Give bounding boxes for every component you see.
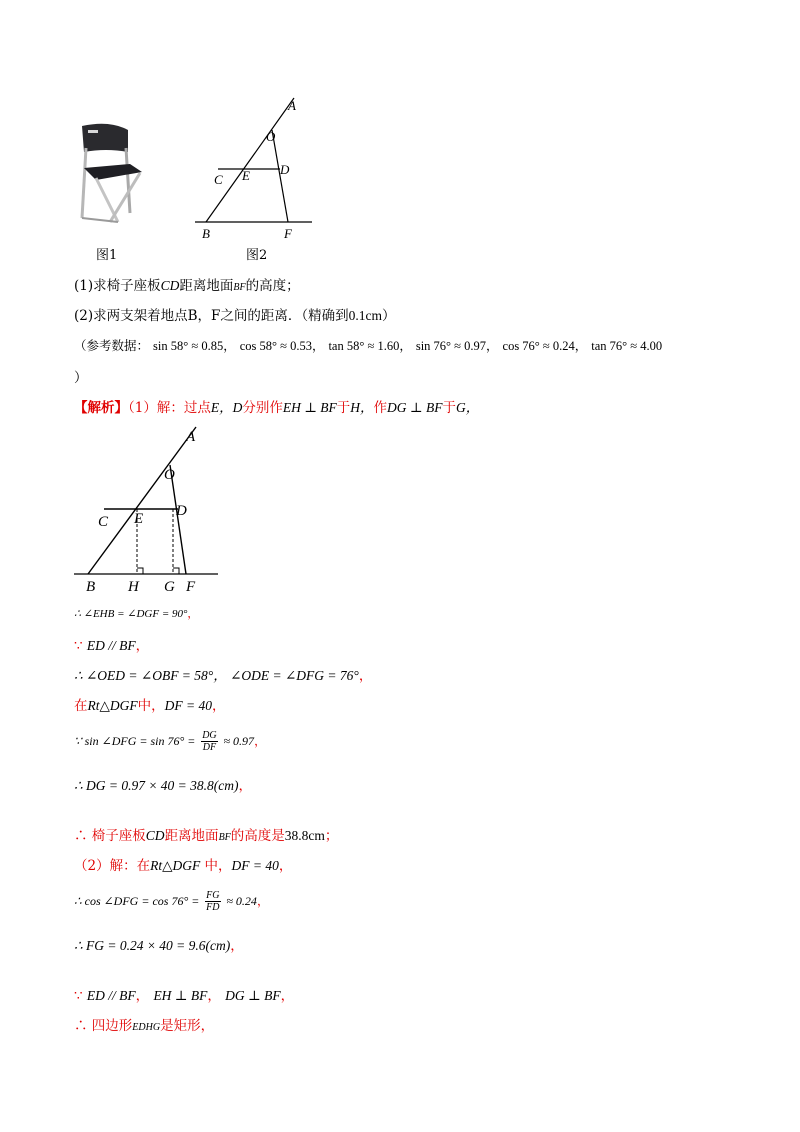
label-C: C xyxy=(98,514,109,530)
label-B: B xyxy=(202,226,210,241)
chair-image xyxy=(70,118,150,228)
step-9: ∴ FG = 0.24 × 40 = 9.6(cm)， xyxy=(74,938,244,954)
step-11: ∴ 四边形EDHG是矩形， xyxy=(74,1018,215,1034)
fraction-dg-df: $\frac{DG}{DF}$ xyxy=(202,730,217,753)
figure-2 xyxy=(190,96,320,246)
label-A: A xyxy=(288,98,296,113)
question-2: (2)求两支架着地点B，F之间的距离．（精确到0.1cm） xyxy=(74,308,396,324)
question-1: (1)求椅子座板CD距离地面BF的高度； xyxy=(74,278,300,294)
step-2: ∵ ED // BF， xyxy=(74,638,150,654)
reference-close: ） xyxy=(74,370,88,386)
step-5: ∵ sin ∠DFG = sin 76° = $\frac{DG}{DF}$ ≈ 0.97， xyxy=(74,730,267,753)
label-F: F xyxy=(284,226,292,241)
label-E: E xyxy=(134,511,144,527)
step-1: ∴ ∠EHB = ∠DGF = 90°， xyxy=(74,607,199,620)
label-C: C xyxy=(214,172,223,187)
step-10: ∵ ED // BF， EH ⊥ BF， DG ⊥ BF， xyxy=(74,988,295,1004)
figure-2-caption: 图2 xyxy=(246,248,268,263)
figure-3 xyxy=(72,425,222,597)
label-F: F xyxy=(186,579,196,595)
step-8: ∴ cos ∠DFG = cos 76° = $\frac{FG}{FD}$ ≈ 0.24， xyxy=(74,890,269,913)
figure-1 xyxy=(70,118,150,228)
step-7: ∴ 椅子座板CD距离地面BF的高度是38.8cm； xyxy=(74,828,339,844)
label-E: E xyxy=(242,168,250,183)
label-O: O xyxy=(164,467,175,483)
label-D: D xyxy=(280,162,290,177)
step-6: ∴ DG = 0.97 × 40 = 38.8(cm)， xyxy=(74,778,253,794)
geometry-diagram-1 xyxy=(190,96,320,246)
geometry-diagram-2 xyxy=(72,425,222,597)
solution-part1-intro: 【解析】（1）解：过点E，D分别作EH ⊥ BF于H，作DG ⊥ BF于G， xyxy=(74,400,480,416)
fraction-fg-fd: $\frac{FG}{FD}$ xyxy=(206,890,220,913)
label-H: H xyxy=(128,579,139,595)
part-2-intro: （2）解：在Rt△DGF 中，DF = 40， xyxy=(74,858,293,874)
reference-data: （参考数据： sin 58° ≈ 0.85， cos 58° ≈ 0.53， tan 58° ≈ 1.60， sin 76° ≈ 0.97， cos 76° ≈ 0.24， tan 76° ≈ 4.00 xyxy=(74,338,663,353)
figure-1-caption: 图1 xyxy=(96,248,118,263)
step-4: 在Rt△DGF中，DF = 40， xyxy=(74,698,226,714)
label-G: G xyxy=(164,579,175,595)
step-3: ∴ ∠OED = ∠OBF = 58°， ∠ODE = ∠DFG = 76°， xyxy=(74,668,373,684)
label-O: O xyxy=(266,129,276,144)
label-D: D xyxy=(176,503,187,519)
label-B: B xyxy=(86,579,96,595)
label-A: A xyxy=(186,429,196,445)
solution-header: 【解析】 xyxy=(74,400,128,416)
